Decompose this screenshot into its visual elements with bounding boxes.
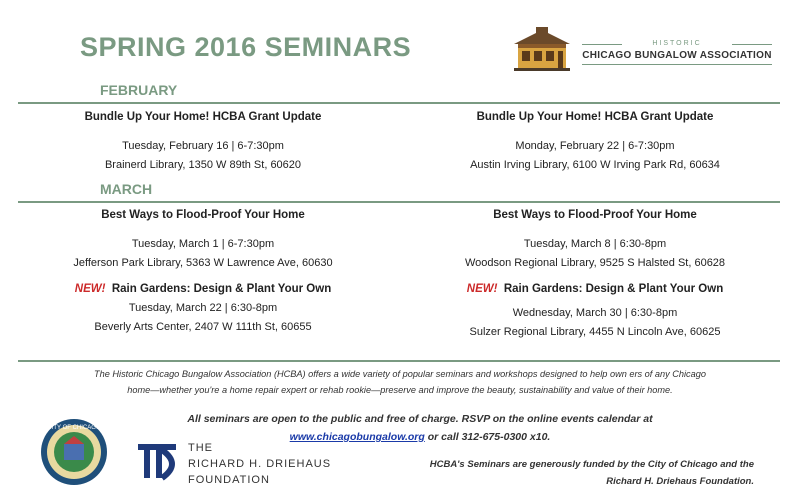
divider <box>18 360 780 362</box>
driehaus-logo <box>136 440 346 488</box>
event-date: Tuesday, March 1 | 6-7:30pm <box>131 238 275 250</box>
bungalow-icon <box>510 26 574 72</box>
about-line: home—whether you're a home repair expert or rehab rookie—preserve and improve the beauty, sustainability and value of their home. <box>127 385 673 395</box>
driehaus-the: THE <box>188 442 213 454</box>
event-title-2 <box>18 280 388 299</box>
driehaus-monogram-icon <box>136 440 184 484</box>
funding-note <box>380 456 754 490</box>
event-location-2: Beverly Arts Center, 2407 W 111th St, 60655 <box>94 321 312 333</box>
event-title-text: Rain Gardens: Design & Plant Your Own <box>111 283 332 295</box>
rsvp-line: All seminars are open to the public and free of charge. RSVP on the online events calendar at <box>187 413 653 425</box>
hcba-logo <box>510 26 780 76</box>
event-feb-right <box>410 108 780 175</box>
event-date-2: Tuesday, March 22 | 6:30-8pm <box>128 302 278 314</box>
funding-line: Richard H. Driehaus Foundation. <box>606 476 754 487</box>
event-title-2 <box>410 280 780 299</box>
event-location-2: Sulzer Regional Library, 4455 N Lincoln Ave, 60625 <box>469 326 721 338</box>
event-title: Best Ways to Flood-Proof Your Home <box>101 209 305 221</box>
new-badge: NEW! <box>466 283 498 295</box>
divider <box>18 102 780 104</box>
seal-text: CITY OF CHICAGO <box>47 425 101 431</box>
event-location: Austin Irving Library, 6100 W Irving Park Rd, 60634 <box>470 159 720 171</box>
new-badge: NEW! <box>74 283 106 295</box>
event-title: Bundle Up Your Home! HCBA Grant Update <box>84 111 322 123</box>
event-mar-right <box>410 206 780 342</box>
event-location: Woodson Regional Library, 9525 S Halsted St, 60628 <box>464 257 726 269</box>
event-date-2: Wednesday, March 30 | 6:30-8pm <box>512 307 678 319</box>
rsvp-phone: or call 312-675-0300 x10. <box>424 431 551 443</box>
driehaus-foundation: FOUNDATION <box>188 474 270 486</box>
logo-name: CHICAGO BUNGALOW ASSOCIATION <box>582 50 772 61</box>
logo-subtitle: HISTORIC <box>652 40 702 47</box>
month-heading-february: FEBRUARY <box>100 82 178 98</box>
event-location: Brainerd Library, 1350 W 89th St, 60620 <box>104 159 302 171</box>
event-mar-left <box>18 206 388 337</box>
event-title: Bundle Up Your Home! HCBA Grant Update <box>476 111 714 123</box>
event-date: Tuesday, February 16 | 6-7:30pm <box>122 140 284 152</box>
city-of-chicago-seal-icon <box>40 418 108 486</box>
driehaus-name: RICHARD H. DRIEHAUS <box>188 458 332 470</box>
month-heading-march: MARCH <box>100 181 153 197</box>
divider <box>18 201 780 203</box>
event-feb-left <box>18 108 388 175</box>
event-date: Tuesday, March 8 | 6:30-8pm <box>523 238 667 250</box>
event-title: Best Ways to Flood-Proof Your Home <box>493 209 697 221</box>
event-location: Jefferson Park Library, 5363 W Lawrence Ave, 60630 <box>73 257 333 269</box>
about-line: The Historic Chicago Bungalow Association (HCBA) offers a wide variety of popular seminars and workshops designed to help own ers of any Chicago <box>94 369 706 379</box>
about-text <box>18 366 782 398</box>
website-link[interactable]: www.chicagobungalow.org <box>289 431 425 443</box>
page-title: SPRING 2016 SEMINARS <box>80 32 412 62</box>
event-date: Monday, February 22 | 6-7:30pm <box>515 140 675 152</box>
funding-line: HCBA's Seminars are generously funded by the City of Chicago and the <box>429 459 754 470</box>
event-title-text: Rain Gardens: Design & Plant Your Own <box>503 283 724 295</box>
